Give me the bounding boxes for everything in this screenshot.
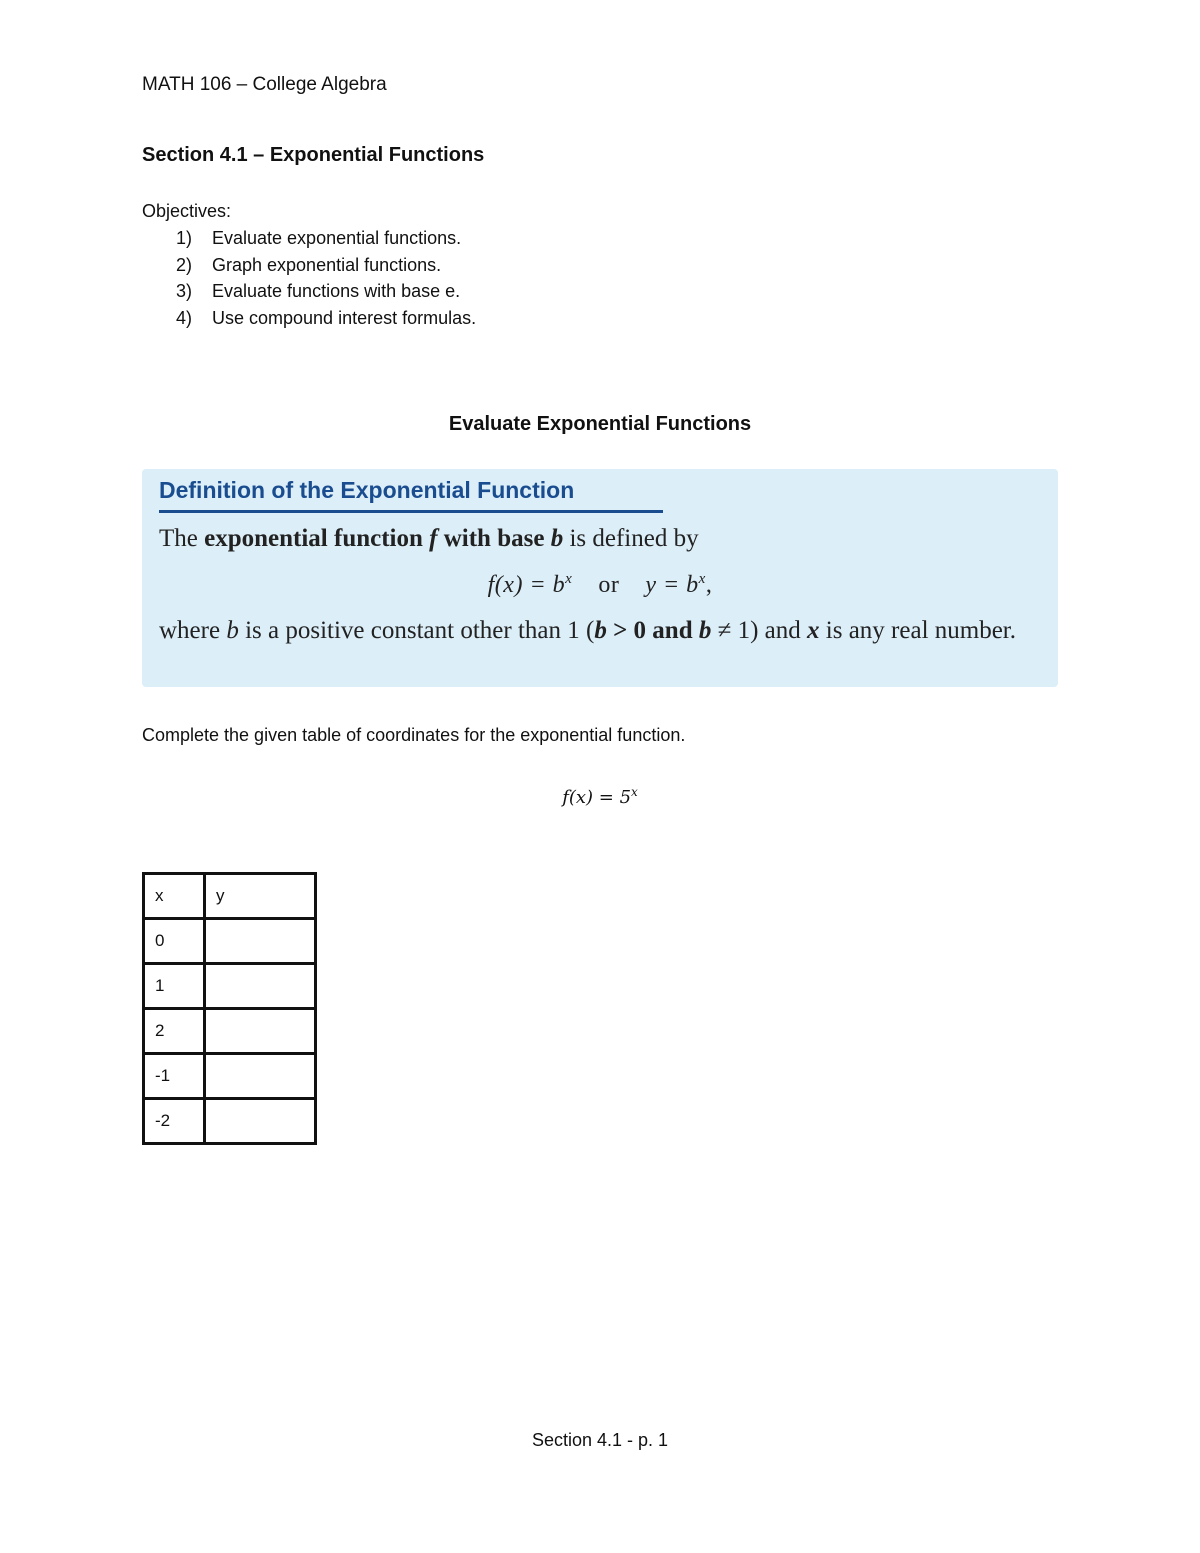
objectives-label: Objectives:: [142, 201, 232, 221]
course-header: MATH 106 – College Algebra: [142, 74, 387, 95]
y-cell[interactable]: [205, 964, 316, 1009]
y-cell[interactable]: [205, 919, 316, 964]
objectives-list: [176, 228, 476, 334]
definition-box: [142, 469, 1058, 687]
objective-item: 1) Evaluate exponential functions.: [176, 228, 462, 248]
header-x: x: [144, 874, 205, 919]
objective-item: 4) Use compound interest formulas.: [176, 307, 477, 328]
objective-item: 2) Graph exponential functions.: [176, 254, 442, 275]
section-title: Section 4.1 – Exponential Functions: [142, 144, 485, 166]
eval-heading: Evaluate Exponential Functions: [448, 413, 752, 435]
x-cell: -2: [144, 1099, 205, 1144]
table-row: [144, 964, 316, 1009]
definition-conditions: where b is a positive constant other than 1 (b > 0 and b ≠ 1) and x is any real number.: [159, 617, 1017, 644]
coordinates-table: [142, 872, 317, 1145]
header-y: y: [205, 874, 316, 919]
table-row: [144, 1009, 316, 1054]
y-cell[interactable]: [205, 1099, 316, 1144]
y-cell[interactable]: [205, 1009, 316, 1054]
x-cell: 0: [144, 919, 205, 964]
definition-formula: $f(x) = b^x$ or $y = b^x$,: [487, 571, 713, 598]
instruction-text: Complete the given table of coordinates for the exponential function.: [142, 725, 686, 745]
function-equation: $f(x) = 5^x$: [562, 785, 638, 808]
x-cell: 1: [144, 964, 205, 1009]
x-cell: 2: [144, 1009, 205, 1054]
page-footer: Section 4.1 - p. 1: [531, 1430, 669, 1450]
definition-statement: The exponential function f with base b is defined by: [159, 525, 699, 552]
y-cell[interactable]: [205, 1054, 316, 1099]
x-cell: -1: [144, 1054, 205, 1099]
table-header-row: [144, 874, 316, 919]
table-row: [144, 919, 316, 964]
table-row: [144, 1099, 316, 1144]
objective-item: 3) Evaluate functions with base e.: [176, 281, 461, 301]
table-row: [144, 1054, 316, 1099]
definition-title: Definition of the Exponential Function: [159, 477, 663, 513]
